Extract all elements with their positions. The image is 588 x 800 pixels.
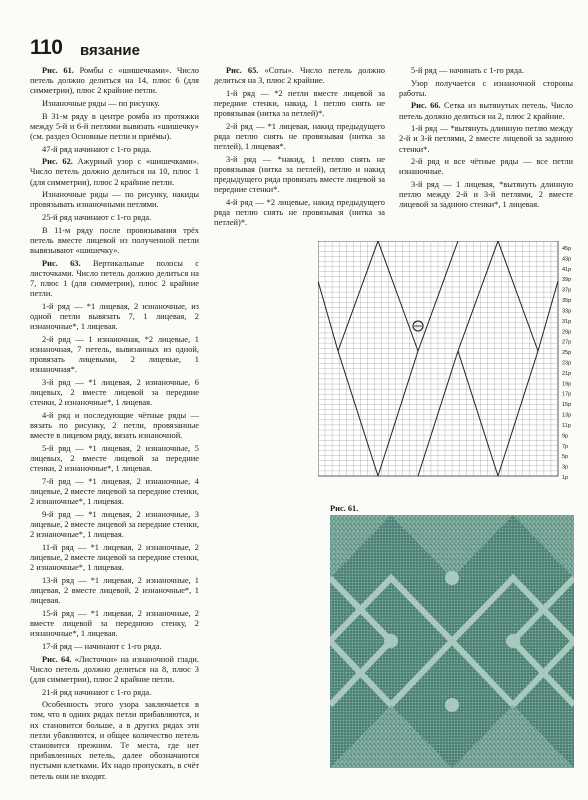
figure-ref: Рис. 65. [226, 66, 259, 75]
paragraph: Изнаночные ряды — по рисунку. [42, 99, 160, 108]
paragraph: 13-й ряд — *1 лицевая, 2 изнаночные, 1 лицевая, 2 вместе лицевой, 2 изнаночные*, 1 лицевая. [30, 575, 199, 606]
chart-row-label: 9р [562, 433, 569, 440]
chart-row-label: 23р [562, 360, 572, 367]
paragraph: 4-й ряд и последующие чётные ряды — вязать по рисунку, 2 петли, провязанные вместе в лицевом ряду, вязать изнаночной. [30, 410, 199, 441]
chart-row-label: 25р [562, 350, 572, 357]
page-header [18, 38, 578, 60]
chart-row-label: 13р [562, 412, 572, 419]
page-number: 110 [30, 36, 63, 59]
paragraph-text: Ромбы с «шишечками». Число петель должно делиться на 14, плюс 6 (для симметрии), плюс 2 крайние петли. [30, 66, 199, 96]
figure-ref: Рис. 66. [411, 101, 441, 111]
chart-row-label: 33р [562, 308, 572, 315]
chart-row-label: 1р [562, 475, 569, 481]
paragraph: 3-й ряд — *накид, 1 петлю снять не провязывая (нитка за петлей), петлю и накид предыдущего ряда провязать вместе лицевой за передние стенки*. [214, 154, 385, 195]
chart-row-label: 15р [562, 402, 572, 409]
paragraph: 47-й ряд начинают с 1-го ряда. [42, 144, 152, 154]
paragraph-text: Ажурный узор с «шишечками». Число петель должно делиться на 10, плюс 1 (для симметрии), плюс 2 крайние петли. [30, 157, 199, 187]
paragraph [399, 101, 573, 121]
chart-row-label: 27р [562, 339, 572, 346]
figure-ref: Рис. 61. [42, 66, 74, 75]
chart-row-label: 37р [562, 287, 572, 294]
paragraph: 4-й ряд — *2 лицевые, накид предыдущего ряда петлю снять не провязывая (нитка за петлей)*. [214, 198, 385, 228]
chart-row-label: 35р [562, 298, 572, 305]
paragraph: 5-й ряд — начинать с 1-го ряда. [411, 66, 524, 75]
paragraph: 2-й ряд и все чётные ряды — все петли изнаночные. [399, 157, 573, 177]
paragraph [30, 259, 199, 300]
paragraph: Изнаночные ряды — по рисунку, накиды провязывать изнаночными петлями. [30, 190, 199, 210]
chart-row-label: 29р [562, 329, 572, 336]
paragraph-text: «Соты». Число петель должно делиться на 3, плюс 2 крайние. [214, 66, 385, 86]
paragraph [30, 66, 199, 97]
paragraph: 3-й ряд — 1 лицевая, *вытянуть длинную петлю между 2-й и 3-й петлями, 2 вместе лицевой за заднюю стенки*, 1 лицевая. [399, 179, 573, 210]
bobble [384, 634, 398, 648]
paragraph: В 11-м ряду после провязывания трёх петель вместе лицевой из полученной петли вывязывают «шишечку». [30, 225, 199, 255]
figure-ref: Рис. 63. [42, 258, 81, 268]
figure-ref: Рис. 62. [42, 157, 73, 167]
bobble [445, 698, 459, 712]
paragraph [30, 655, 199, 686]
paragraph: 15-й ряд — *1 лицевая, 2 изнаночные, 2 вместе лицевой за переднюю стенку, 2 изнаночные*, 1 лицевая. [30, 608, 199, 639]
text-column-2 [214, 66, 385, 231]
paragraph-text: «Листочки» на изнаночной глади. Число петель должно делиться на 8, плюс 3 (для симметрии), плюс 2 крайние петли. [30, 654, 199, 684]
paragraph [214, 66, 385, 86]
paragraph [30, 157, 199, 188]
knitting-chart [318, 241, 580, 481]
chart-row-label: 19р [562, 381, 572, 388]
bobble [445, 571, 459, 585]
paragraph: 5-й ряд — *1 лицевая, 2 изнаночные, 5 лицевых, 2 вместе лицевой за передние стенки, 2 изнаночные*, 1 лицевая. [30, 443, 199, 474]
paragraph: Узор получается с изнаночной стороны работы. [399, 78, 573, 98]
chart-row-label: 39р [562, 277, 572, 284]
paragraph: 7-й ряд — *1 лицевая, 2 изнаночные, 4 лицевые, 2 вместе лицевой за передние стенки, 2 изнаночные*, 1 лицевая. [30, 476, 199, 507]
paragraph: 11-й ряд — *1 лицевая, 2 изнаночные, 2 лицевые, 2 вместе лицевой за передние стенки, 2 изнаночные*, 1 лицевая. [30, 542, 199, 573]
paragraph-text: Сетка из вытянутых петель. Число петель должно делиться на 2, плюс 2 крайние. [399, 101, 573, 121]
knitted-sample-photo [330, 515, 574, 768]
text-column-3 [399, 66, 573, 213]
text-column-1 [30, 66, 199, 784]
chart-row-label: 45р [562, 246, 572, 252]
paragraph: 3-й ряд — *1 лицевая, 2 изнаночные, 6 лицевых, 2 вместе лицевой за передние стенки, 2 изнаночные*, 1 лицевая. [30, 377, 199, 408]
chart-row-label: 5р [562, 454, 569, 461]
chart-row-label: 41р [562, 266, 572, 273]
paragraph: 1-й ряд — *2 петли вместе лицевой за передние стенки, накид, 1 петлю снять не провязывая (нитка за петлей)*. [214, 88, 385, 119]
paragraph: 17-й ряд — начинают с 1-го ряда. [42, 641, 162, 651]
bobble [506, 634, 520, 648]
paragraph: 9-й ряд — *1 лицевая, 2 изнаночные, 3 лицевые, 2 вместе лицевой за передние стенки, 2 изнаночные*, 1 лицевая. [30, 509, 199, 540]
paragraph: 2-й ряд — 1 изнаночная, *2 лицевые, 1 изнаночная, 7 петель, вывязанных из одной, провязать лицевыми, 2 лицевые, 1 изнаночная*. [30, 334, 199, 375]
paragraph: 2-й ряд — *1 лицевая, накид предыдущего ряда петлю снять не провязывая (нитка за петлей), 1 лицевая*. [214, 121, 385, 152]
chart-row-label: 21р [562, 370, 572, 377]
paragraph: 25-й ряд начинают с 1-го ряда. [42, 212, 152, 222]
chart-row-label: 31р [562, 318, 572, 325]
chart-row-labels [562, 246, 571, 481]
paragraph: 1-й ряд — *вытянуть длинную петлю между 2-й и 3-й петлями, 2 вместе лицевой за заднюю стенки*. [399, 124, 573, 154]
chart-row-label: 3р [562, 464, 569, 471]
paragraph-text: Вертикальные полосы с листочками. Число петель должно делиться на 7, плюс 1 (для симметрии), плюс 2 крайние петли. [30, 258, 199, 299]
figure-ref: Рис. 64. [42, 654, 72, 664]
paragraph: Особенность этого узора заключается в том, что в одних рядах петли прибавляются, и их становится больше, а в других рядах эти петли убавляются, и общее количество петель становится прежним. Те места, где нет прибавленных петель, далее обозначаются пустыми клетками. Их надо пропускать, в счёт петель они не входят. [30, 700, 199, 781]
figure-caption: Рис. 61. [330, 504, 359, 513]
chart-row-label: 11р [562, 422, 571, 429]
paragraph: В 31-м ряду в центре ромба из протяжки между 5-й и 6-й петлями вывязать «шишечку» (см. раздел Основные петли и приёмы). [30, 111, 199, 141]
chart-row-label: 17р [562, 391, 572, 398]
chart-row-label: 43р [562, 256, 572, 263]
section-title: вязание [80, 42, 140, 59]
chart-row-label: 7р [562, 443, 569, 450]
paragraph: 21-й ряд начинают с 1-го ряда. [42, 687, 152, 697]
paragraph: 1-й ряд — *1 лицевая, 2 изнаночные, из одной петли вывязать 7, 1 лицевая, 2 изнаночные*, 1 лицевая. [30, 301, 199, 332]
